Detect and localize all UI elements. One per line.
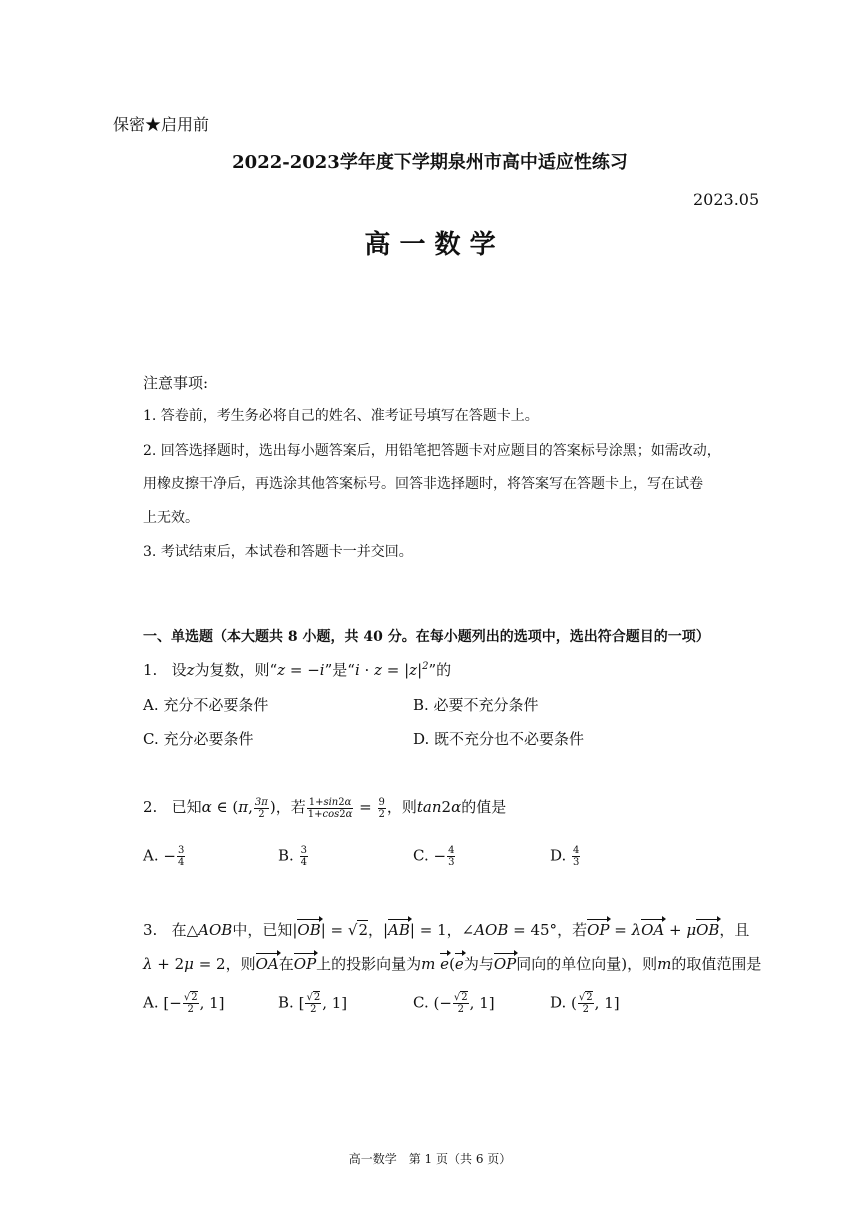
exam-date: 2023.05 bbox=[693, 190, 760, 209]
option-label: D. bbox=[550, 993, 567, 1012]
question-text: ，若 bbox=[557, 921, 588, 939]
question-text: 同向的单位向量)，则 bbox=[516, 955, 658, 973]
math-expr: tan2α bbox=[416, 798, 462, 816]
option-value: − $\frac{4}{3}$ bbox=[433, 845, 455, 868]
option-value: − $\frac{3}{4}$ bbox=[163, 845, 185, 868]
question-text: ，且 bbox=[719, 921, 750, 939]
option-label: D. bbox=[550, 846, 567, 865]
math-expr: $i \cdot z = |z|^2$ bbox=[354, 661, 429, 679]
question-text: ”的 bbox=[428, 661, 452, 679]
math-expr: α ∈ (π, $\frac{3\pi}{2}$ ) bbox=[201, 796, 276, 820]
subject-title: 高 一 数 学 bbox=[364, 230, 496, 260]
math-expr: z = −i bbox=[277, 661, 325, 679]
question-text: ，则 bbox=[386, 798, 417, 816]
notice-item-2-line-1: 2. 回答选择题时，选出每小题答案后，用铅笔把答题卡对应题目的答案标号涂黑；如需改动， bbox=[143, 443, 721, 459]
question-text: ( bbox=[449, 955, 455, 973]
notice-item-2-line-3: 上无效。 bbox=[143, 510, 199, 526]
question-text: ，| bbox=[367, 921, 389, 939]
math-expr: ∠AOB = 45° bbox=[461, 921, 558, 939]
confidential-label: 保密★启用前 bbox=[113, 115, 210, 134]
math-expr: OP bbox=[293, 955, 317, 973]
question-number: 1. bbox=[143, 661, 158, 679]
notice-title: 注意事项: bbox=[143, 374, 209, 392]
question-text: ”是“ bbox=[324, 661, 355, 679]
notice-item-1: 1. 答卷前，考生务必将自己的姓名、准考证号填写在答题卡上。 bbox=[143, 408, 539, 424]
question-1 bbox=[143, 659, 451, 680]
question-text: 中，已知| bbox=[232, 921, 298, 939]
question-number: 2. bbox=[143, 798, 158, 816]
question-text: 为复数，则“ bbox=[194, 661, 278, 679]
option-label: C. bbox=[413, 993, 429, 1012]
math-expr: OA bbox=[255, 955, 279, 973]
q1-option-c[interactable]: C. 充分必要条件 bbox=[143, 730, 254, 748]
option-label: A. bbox=[143, 846, 159, 865]
option-value: [ $\frac{√2}{2}$ , 1] bbox=[298, 992, 348, 1015]
question-text: 为与 bbox=[463, 955, 494, 973]
question-text: ，若 bbox=[275, 798, 306, 816]
exam-title: 2022-2023学年度下学期泉州市高中适应性练习 bbox=[232, 152, 628, 173]
question-text: 已知 bbox=[171, 798, 202, 816]
notice-item-3: 3. 考试结束后，本试卷和答题卡一并交回。 bbox=[143, 544, 413, 560]
math-expr: m bbox=[657, 955, 672, 973]
question-text: 在△ bbox=[171, 921, 199, 939]
math-expr: $\frac{1+\sin 2\alpha}{1+\cos 2\alpha}$ = $\frac{9}{2}$ bbox=[307, 796, 385, 820]
q3-option-b[interactable] bbox=[278, 992, 347, 1015]
option-value: (− $\frac{√2}{2}$ , 1] bbox=[433, 992, 495, 1015]
q1-option-b[interactable]: B. 必要不充分条件 bbox=[413, 696, 539, 714]
option-value: $\frac{3}{4}$ bbox=[300, 845, 307, 868]
question-text: 的取值范围是 bbox=[671, 955, 762, 973]
option-label: B. bbox=[278, 846, 294, 865]
q1-option-d[interactable]: D. 既不充分也不必要条件 bbox=[413, 730, 585, 748]
question-text: 设 bbox=[171, 661, 187, 679]
math-expr: AB| = 1 bbox=[388, 921, 447, 939]
q1-option-a[interactable]: A. 充分不必要条件 bbox=[143, 696, 269, 714]
math-expr: m e bbox=[421, 955, 450, 973]
q2-option-b[interactable] bbox=[278, 845, 309, 868]
q3-option-c[interactable] bbox=[413, 992, 495, 1015]
option-value: [− $\frac{√2}{2}$ , 1] bbox=[163, 992, 225, 1015]
math-expr: z bbox=[186, 661, 195, 679]
section-1-title: 一、单选题（本大题共 8 小题，共 40 分。在每小题列出的选项中，选出符合题目的一项） bbox=[143, 629, 710, 645]
option-label: A. bbox=[143, 993, 159, 1012]
math-expr: e bbox=[454, 955, 464, 973]
math-expr: OP bbox=[493, 955, 517, 973]
option-label: B. bbox=[278, 993, 294, 1012]
question-text: 的值是 bbox=[461, 798, 507, 816]
q2-option-c[interactable] bbox=[413, 845, 456, 868]
question-text: ， bbox=[446, 921, 462, 939]
math-expr: OP = λOA + μOB bbox=[587, 921, 720, 939]
notice-item-2-line-2: 用橡皮擦干净后，再选涂其他答案标号。回答非选择题时，将答案写在答题卡上，写在试卷 bbox=[143, 476, 703, 492]
q2-option-d[interactable] bbox=[550, 845, 581, 868]
q2-option-a[interactable] bbox=[143, 845, 186, 868]
question-3-line-2 bbox=[143, 953, 761, 974]
page-footer: 高一数学 第 1 页（共 6 页） bbox=[348, 1152, 512, 1166]
math-expr: OB| = √2 bbox=[297, 921, 368, 939]
question-3-line-1 bbox=[143, 919, 749, 940]
q3-option-d[interactable] bbox=[550, 992, 620, 1015]
question-2 bbox=[143, 796, 506, 820]
q3-option-a[interactable] bbox=[143, 992, 225, 1015]
option-value: $\frac{4}{3}$ bbox=[573, 845, 580, 868]
math-expr: AOB bbox=[198, 921, 233, 939]
question-text: 在 bbox=[278, 955, 294, 973]
math-expr: λ + 2μ = 2 bbox=[143, 955, 226, 973]
question-text: ，则 bbox=[225, 955, 256, 973]
question-number: 3. bbox=[143, 921, 158, 939]
option-label: C. bbox=[413, 846, 429, 865]
option-value: ( $\frac{√2}{2}$ , 1] bbox=[571, 992, 620, 1015]
question-text: 上的投影向量为 bbox=[316, 955, 422, 973]
